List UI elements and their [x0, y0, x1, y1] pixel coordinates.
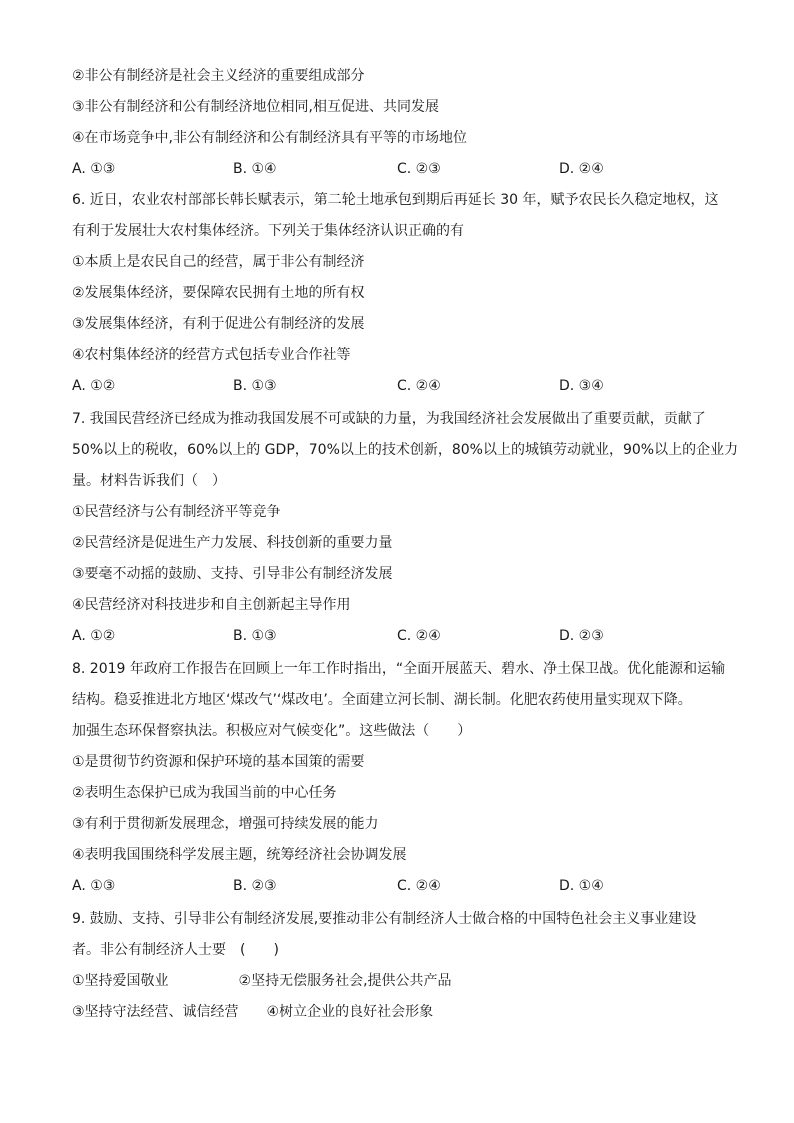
q8-option-c: C. ②④	[397, 878, 441, 894]
q9-stem-line-2: 者。非公有制经济人士要 ( )	[72, 942, 279, 958]
q7-statement-3: ③要毫不动摇的鼓励、支持、引导非公有制经济发展	[72, 566, 393, 582]
q6-statement-4: ④农村集体经济的经营方式包括专业合作社等	[72, 347, 351, 363]
prev-option-c: C. ②③	[397, 161, 441, 177]
q7-stem-line-1: 7. 我国民营经济已经成为推动我国发展不可或缺的力量，为我国经济社会发展做出了重要贡献，贡献了	[72, 411, 706, 427]
q9-statements-3-4: ③坚持守法经营、诚信经营 ④树立企业的良好社会形象	[72, 1004, 434, 1020]
q8-stem-line-2: 结构。稳妥推进北方地区‘煤改气’‘煤改电’。全面建立河长制、湖长制。化肥农药使用量实现双下降。	[72, 692, 692, 708]
prev-statement-2: ②非公有制经济是社会主义经济的重要组成部分	[72, 68, 365, 84]
q7-stem-line-2: 50%以上的税收，60%以上的 GDP，70%以上的技术创新，80%以上的城镇劳动就业，90%以上的企业力	[72, 442, 739, 458]
q6-option-b: B. ①③	[233, 378, 277, 394]
q8-option-a: A. ①③	[72, 878, 116, 894]
prev-option-a: A. ①③	[72, 161, 116, 177]
q7-statement-1: ①民营经济与公有制经济平等竞争	[72, 504, 281, 520]
prev-option-b: B. ①④	[233, 161, 277, 177]
q7-option-d: D. ②③	[559, 628, 604, 644]
q6-statement-1: ①本质上是农民自己的经营，属于非公有制经济	[72, 254, 365, 270]
q8-statement-4: ④表明我国围绕科学发展主题，统筹经济社会协调发展	[72, 847, 407, 863]
q8-stem-line-1: 8. 2019 年政府工作报告在回顾上一年工作时指出，“全面开展蓝天、碧水、净土保卫战。优化能源和运输	[72, 661, 726, 677]
q7-option-a: A. ①②	[72, 628, 116, 644]
q7-option-c: C. ②④	[397, 628, 441, 644]
q6-option-a: A. ①②	[72, 378, 116, 394]
q8-statement-3: ③有利于贯彻新发展理念，增强可持续发展的能力	[72, 816, 379, 832]
q6-statement-2: ②发展集体经济，要保障农民拥有土地的所有权	[72, 285, 365, 301]
q6-statement-3: ③发展集体经济，有利于促进公有制经济的发展	[72, 316, 365, 332]
q6-stem-line-1: 6. 近日，农业农村部部长韩长赋表示，第二轮土地承包到期后再延长 30 年，赋予农民长久稳定地权，这	[72, 192, 719, 208]
q9-stem-line-1: 9. 鼓励、支持、引导非公有制经济发展,要推动非公有制经济人士做合格的中国特色社会主义事业建设	[72, 911, 697, 927]
q6-option-d: D. ③④	[559, 378, 604, 394]
q8-statement-2: ②表明生态保护已成为我国当前的中心任务	[72, 785, 337, 801]
q7-statement-2: ②民营经济是促进生产力发展、科技创新的重要力量	[72, 535, 393, 551]
q8-stem-line-3: 加强生态环保督察执法。积极应对气候变化”。这些做法（ ）	[72, 723, 472, 739]
q6-option-c: C. ②④	[397, 378, 441, 394]
prev-statement-4: ④在市场竞争中,非公有制经济和公有制经济具有平等的市场地位	[72, 130, 467, 146]
q7-option-b: B. ①③	[233, 628, 277, 644]
prev-option-d: D. ②④	[559, 161, 604, 177]
q7-stem-line-3: 量。材料告诉我们（ ）	[72, 473, 226, 489]
q6-stem-line-2: 有利于发展壮大农村集体经济。下列关于集体经济认识正确的有	[72, 223, 464, 239]
q8-statement-1: ①是贯彻节约资源和保护环境的基本国策的需要	[72, 754, 365, 770]
prev-statement-3: ③非公有制经济和公有制经济地位相同,相互促进、共同发展	[72, 99, 439, 115]
q9-statements-1-2: ①坚持爱国敬业 ②坚持无偿服务社会,提供公共产品	[72, 973, 452, 989]
q8-option-d: D. ①④	[559, 878, 604, 894]
q8-option-b: B. ②③	[233, 878, 277, 894]
q7-statement-4: ④民营经济对科技进步和自主创新起主导作用	[72, 597, 351, 613]
